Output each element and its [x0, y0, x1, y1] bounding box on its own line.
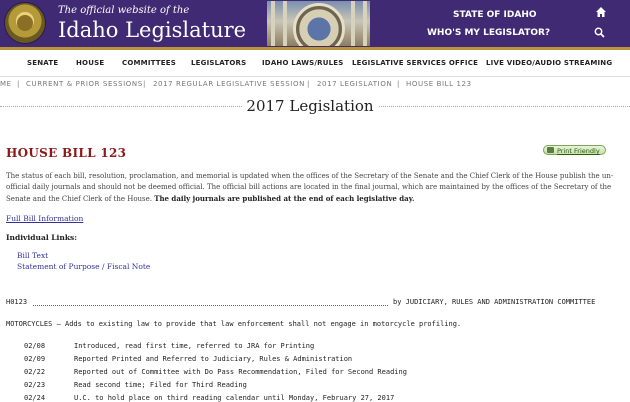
site-header — [0, 0, 630, 47]
breadcrumb-regular-session[interactable]: 2017 REGULAR LEGISLATIVE SESSION — [153, 80, 305, 88]
search-icon[interactable] — [594, 27, 605, 38]
bill-heading: HOUSE BILL 123 — [6, 146, 127, 160]
statement-of-purpose-link[interactable]: Statement of Purpose / Fiscal Note — [17, 262, 151, 271]
action-date: 02/23 — [24, 381, 46, 389]
print-icon — [547, 147, 554, 153]
breadcrumb-legislation[interactable]: 2017 LEGISLATION — [317, 80, 393, 88]
action-text: Introduced, read first time, referred to JRA for Printing — [74, 342, 315, 350]
main-nav — [0, 47, 630, 77]
official-tagline: The official website of the — [58, 5, 190, 16]
nav-live-video-audio[interactable]: LIVE VIDEO/AUDIO STREAMING — [486, 59, 613, 67]
breadcrumb-current: HOUSE BILL 123 — [406, 80, 472, 88]
bill-number: H0123 — [6, 298, 28, 306]
nav-legislators[interactable]: LEGISLATORS — [191, 59, 247, 67]
sponsor-committee: by JUDICIARY, RULES AND ADMINISTRATION COMMITTEE — [393, 298, 596, 306]
home-icon[interactable] — [595, 6, 607, 18]
leader-dots — [33, 305, 388, 306]
print-friendly-button[interactable] — [543, 145, 606, 155]
breadcrumb-home[interactable]: ME — [0, 80, 12, 88]
nav-committees[interactable]: COMMITTEES — [122, 59, 176, 67]
action-date: 02/22 — [24, 368, 46, 376]
idaho-seal-logo[interactable] — [4, 2, 46, 44]
individual-links-label: Individual Links: — [6, 233, 78, 242]
action-text: Reported out of Committee with Do Pass Recommendation, Filed for Second Reading — [74, 368, 407, 376]
nav-idaho-laws-rules[interactable]: IDAHO LAWS/RULES — [262, 59, 344, 67]
state-of-idaho-link[interactable]: STATE OF IDAHO — [453, 10, 537, 20]
action-text: Reported Printed and Referred to Judiciary, Rules & Administration — [74, 355, 353, 363]
status-notice: The status of each bill, resolution, proclamation, and memorial is updated when the offices of the Secretary of the Senate and the Chief Clerk of the House publish the un-official daily journals and should not be deemed official. The official bill actions are located in the final journal, which are maintained by the offices of the Secretary of the Senate and the Chief Clerk of the House. The daily journals are published at the end of each legislative day. — [6, 172, 614, 203]
breadcrumb: ME | CURRENT & PRIOR SESSIONS | 2017 REGULAR LEGISLATIVE SESSION | 2017 LEGISLATION | HOUSE BILL 123 — [0, 80, 472, 88]
status-notice-bold: The daily journals are published at the end of each legislative day. — [154, 194, 415, 203]
site-title[interactable]: Idaho Legislature — [58, 18, 247, 42]
capitol-dome-image — [267, 1, 370, 46]
nav-house[interactable]: HOUSE — [76, 59, 105, 67]
page-title: 2017 Legislation — [242, 97, 378, 115]
bill-text-link[interactable]: Bill Text — [17, 251, 49, 260]
action-date: 02/09 — [24, 355, 46, 363]
full-bill-info-link[interactable]: Full Bill Information — [6, 214, 84, 223]
nav-legislative-services-office[interactable]: LEGISLATIVE SERVICES OFFICE — [352, 59, 479, 67]
nav-senate[interactable]: SENATE — [27, 59, 59, 67]
action-text: U.C. to hold place on third reading calendar until Monday, February 27, 2017 — [74, 394, 395, 402]
action-date: 02/24 — [24, 394, 46, 402]
print-friendly-label: Print Friendly — [557, 147, 600, 155]
breadcrumb-sessions[interactable]: CURRENT & PRIOR SESSIONS — [26, 80, 143, 88]
action-date: 02/08 — [24, 342, 46, 350]
action-text: Read second time; Filed for Third Reading — [74, 381, 247, 389]
bill-subject: MOTORCYCLES – Adds to existing law to provide that law enforcement shall not engage in motorcycle profiling. — [6, 320, 462, 328]
whos-my-legislator-link[interactable]: WHO'S MY LEGISLATOR? — [427, 28, 551, 38]
